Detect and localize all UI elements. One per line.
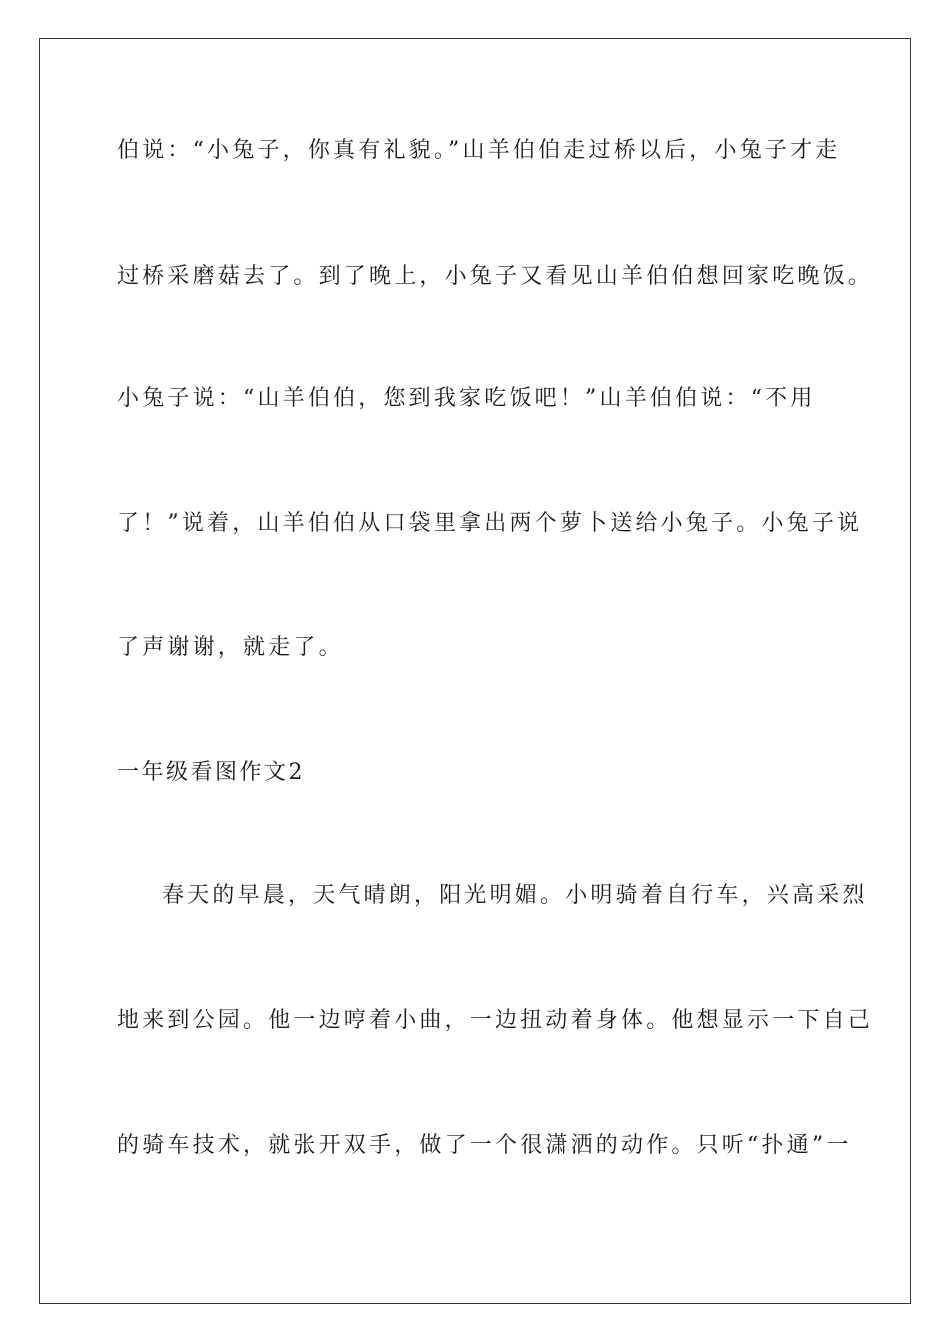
paragraph-line-5: 了声谢谢，就走了。 bbox=[117, 635, 344, 660]
paragraph-line-2: 过桥采磨菇去了。到了晚上，小兔子又看见山羊伯伯想回家吃晚饭。 bbox=[117, 264, 874, 289]
section-paragraph-line-1: 春天的早晨，天气晴朗，阳光明媚。小明骑着自行车，兴高采烈 bbox=[162, 883, 868, 908]
section-paragraph-line-2: 地来到公园。他一边哼着小曲，一边扭动着身体。他想显示一下自己 bbox=[117, 1008, 874, 1033]
section-paragraph-line-3: 的骑车技术，就张开双手，做了一个很潇洒的动作。只听“扑通”一 bbox=[117, 1133, 852, 1158]
page-border bbox=[39, 38, 911, 1304]
paragraph-line-1: 伯说：“小兔子，你真有礼貌。”山羊伯伯走过桥以后，小兔子才走 bbox=[117, 138, 841, 163]
paragraph-line-4: 了！”说着，山羊伯伯从口袋里拿出两个萝卜送给小兔子。小兔子说 bbox=[117, 511, 863, 536]
section-heading: 一年级看图作文2 bbox=[117, 760, 305, 785]
paragraph-line-3: 小兔子说：“山羊伯伯，您到我家吃饭吧！”山羊伯伯说：“不用 bbox=[117, 386, 816, 411]
